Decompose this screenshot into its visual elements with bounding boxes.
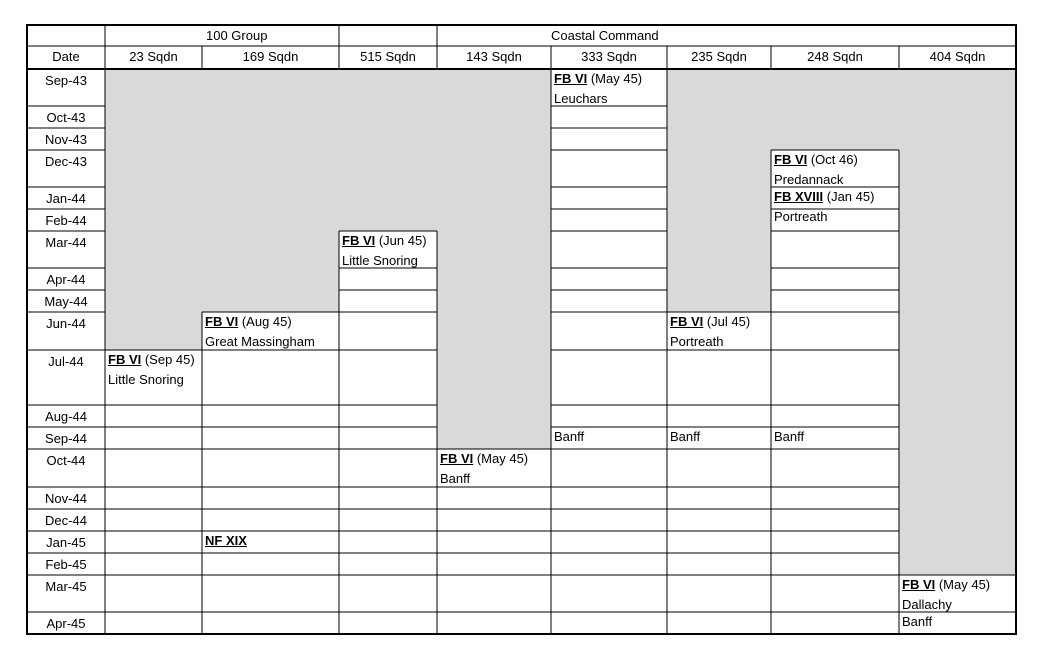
base-name: Little Snoring bbox=[108, 372, 184, 387]
service-date: (May 45) bbox=[473, 451, 529, 466]
group-label-coastal-command: Coastal Command bbox=[551, 28, 659, 43]
date-label: May-44 bbox=[44, 294, 88, 309]
entry-line bbox=[554, 429, 584, 445]
service-date: (Jun 45) bbox=[375, 233, 427, 248]
entry-line bbox=[670, 314, 750, 330]
date-label: Jan-44 bbox=[46, 191, 86, 206]
entry-line bbox=[902, 577, 990, 593]
date-label: Jan-45 bbox=[46, 535, 86, 550]
entry-line bbox=[205, 314, 315, 330]
date-label: Sep-44 bbox=[45, 431, 87, 446]
aircraft-entry bbox=[108, 352, 195, 388]
date-label: Feb-44 bbox=[45, 213, 87, 228]
base-name: Portreath bbox=[670, 334, 724, 349]
aircraft-entry bbox=[554, 71, 642, 107]
mark-label: FB VI bbox=[108, 352, 142, 367]
entry-line bbox=[205, 533, 247, 549]
date-label: Jul-44 bbox=[48, 354, 84, 369]
entry-line bbox=[902, 614, 932, 630]
column-header: 235 Sqdn bbox=[691, 49, 747, 64]
aircraft-entry bbox=[440, 451, 528, 487]
entry-line bbox=[108, 352, 195, 368]
mark-label: FB VI bbox=[342, 233, 376, 248]
service-date: (Sep 45) bbox=[141, 352, 195, 367]
base-name: Banff bbox=[902, 614, 933, 629]
mark-label: FB VI bbox=[205, 314, 239, 329]
column-header: 248 Sqdn bbox=[807, 49, 863, 64]
date-label: Aug-44 bbox=[45, 409, 87, 424]
aircraft-entry bbox=[342, 233, 427, 269]
service-date: (Aug 45) bbox=[238, 314, 292, 329]
date-label: Nov-43 bbox=[45, 132, 87, 147]
base-name: Banff bbox=[774, 429, 805, 444]
entry-line bbox=[670, 429, 700, 445]
base-name: Great Massingham bbox=[205, 334, 315, 349]
aircraft-entry bbox=[902, 577, 990, 613]
aircraft-entry bbox=[205, 314, 315, 350]
date-label: Mar-44 bbox=[45, 235, 87, 250]
base-name: Banff bbox=[440, 471, 471, 486]
aircraft-entry bbox=[774, 429, 804, 445]
aircraft-entry bbox=[902, 614, 932, 630]
date-label: Jun-44 bbox=[46, 316, 86, 331]
aircraft-entry bbox=[670, 314, 750, 350]
column-header: 515 Sqdn bbox=[360, 49, 416, 64]
base-name: Banff bbox=[670, 429, 701, 444]
base-name: Portreath bbox=[774, 209, 828, 224]
date-label: Apr-45 bbox=[46, 616, 86, 631]
base-name: Dallachy bbox=[902, 597, 952, 612]
entry-line bbox=[774, 152, 858, 168]
entry-line bbox=[774, 189, 874, 205]
mark-label: FB VI bbox=[670, 314, 704, 329]
base-name: Banff bbox=[554, 429, 585, 444]
entry-line bbox=[342, 233, 427, 249]
service-date: (May 45) bbox=[935, 577, 991, 592]
entry-line bbox=[774, 429, 804, 445]
date-label: Oct-43 bbox=[46, 110, 86, 125]
service-date: (May 45) bbox=[587, 71, 643, 86]
date-label: Nov-44 bbox=[45, 491, 87, 506]
base-name: Predannack bbox=[774, 172, 844, 187]
entry-line bbox=[440, 451, 528, 467]
mark-label: FB VI bbox=[440, 451, 474, 466]
mark-label: FB VI bbox=[774, 152, 808, 167]
base-name: Leuchars bbox=[554, 91, 608, 106]
aircraft-entry bbox=[554, 429, 584, 445]
column-header: 169 Sqdn bbox=[242, 49, 299, 64]
aircraft-entry bbox=[670, 429, 700, 445]
column-header: 143 Sqdn bbox=[466, 49, 522, 64]
date-label: Feb-45 bbox=[45, 557, 87, 572]
entry-line bbox=[554, 71, 642, 87]
mark-label: FB VI bbox=[902, 577, 936, 592]
column-header: 23 Sqdn bbox=[129, 49, 178, 64]
mark-label: NF XIX bbox=[205, 533, 247, 548]
date-label: Sep-43 bbox=[45, 73, 87, 88]
date-label: Dec-44 bbox=[45, 513, 87, 528]
group-label-100-group: 100 Group bbox=[206, 28, 268, 43]
date-label: Oct-44 bbox=[46, 453, 86, 468]
date-label: Mar-45 bbox=[45, 579, 87, 594]
mark-label: FB VI bbox=[554, 71, 588, 86]
mark-label: FB XVIII bbox=[774, 189, 824, 204]
aircraft-entry bbox=[774, 152, 858, 188]
column-header: 333 Sqdn bbox=[581, 49, 637, 64]
aircraft-entry bbox=[774, 189, 874, 225]
base-name: Little Snoring bbox=[342, 253, 418, 268]
aircraft-entry bbox=[205, 533, 247, 549]
date-label: Dec-43 bbox=[45, 154, 87, 169]
date-label: Apr-44 bbox=[46, 272, 86, 287]
column-header: 404 Sqdn bbox=[929, 49, 986, 64]
column-header: Date bbox=[52, 49, 80, 64]
service-date: (Jan 45) bbox=[823, 189, 875, 204]
service-date: (Oct 46) bbox=[807, 152, 858, 167]
service-date: (Jul 45) bbox=[703, 314, 751, 329]
